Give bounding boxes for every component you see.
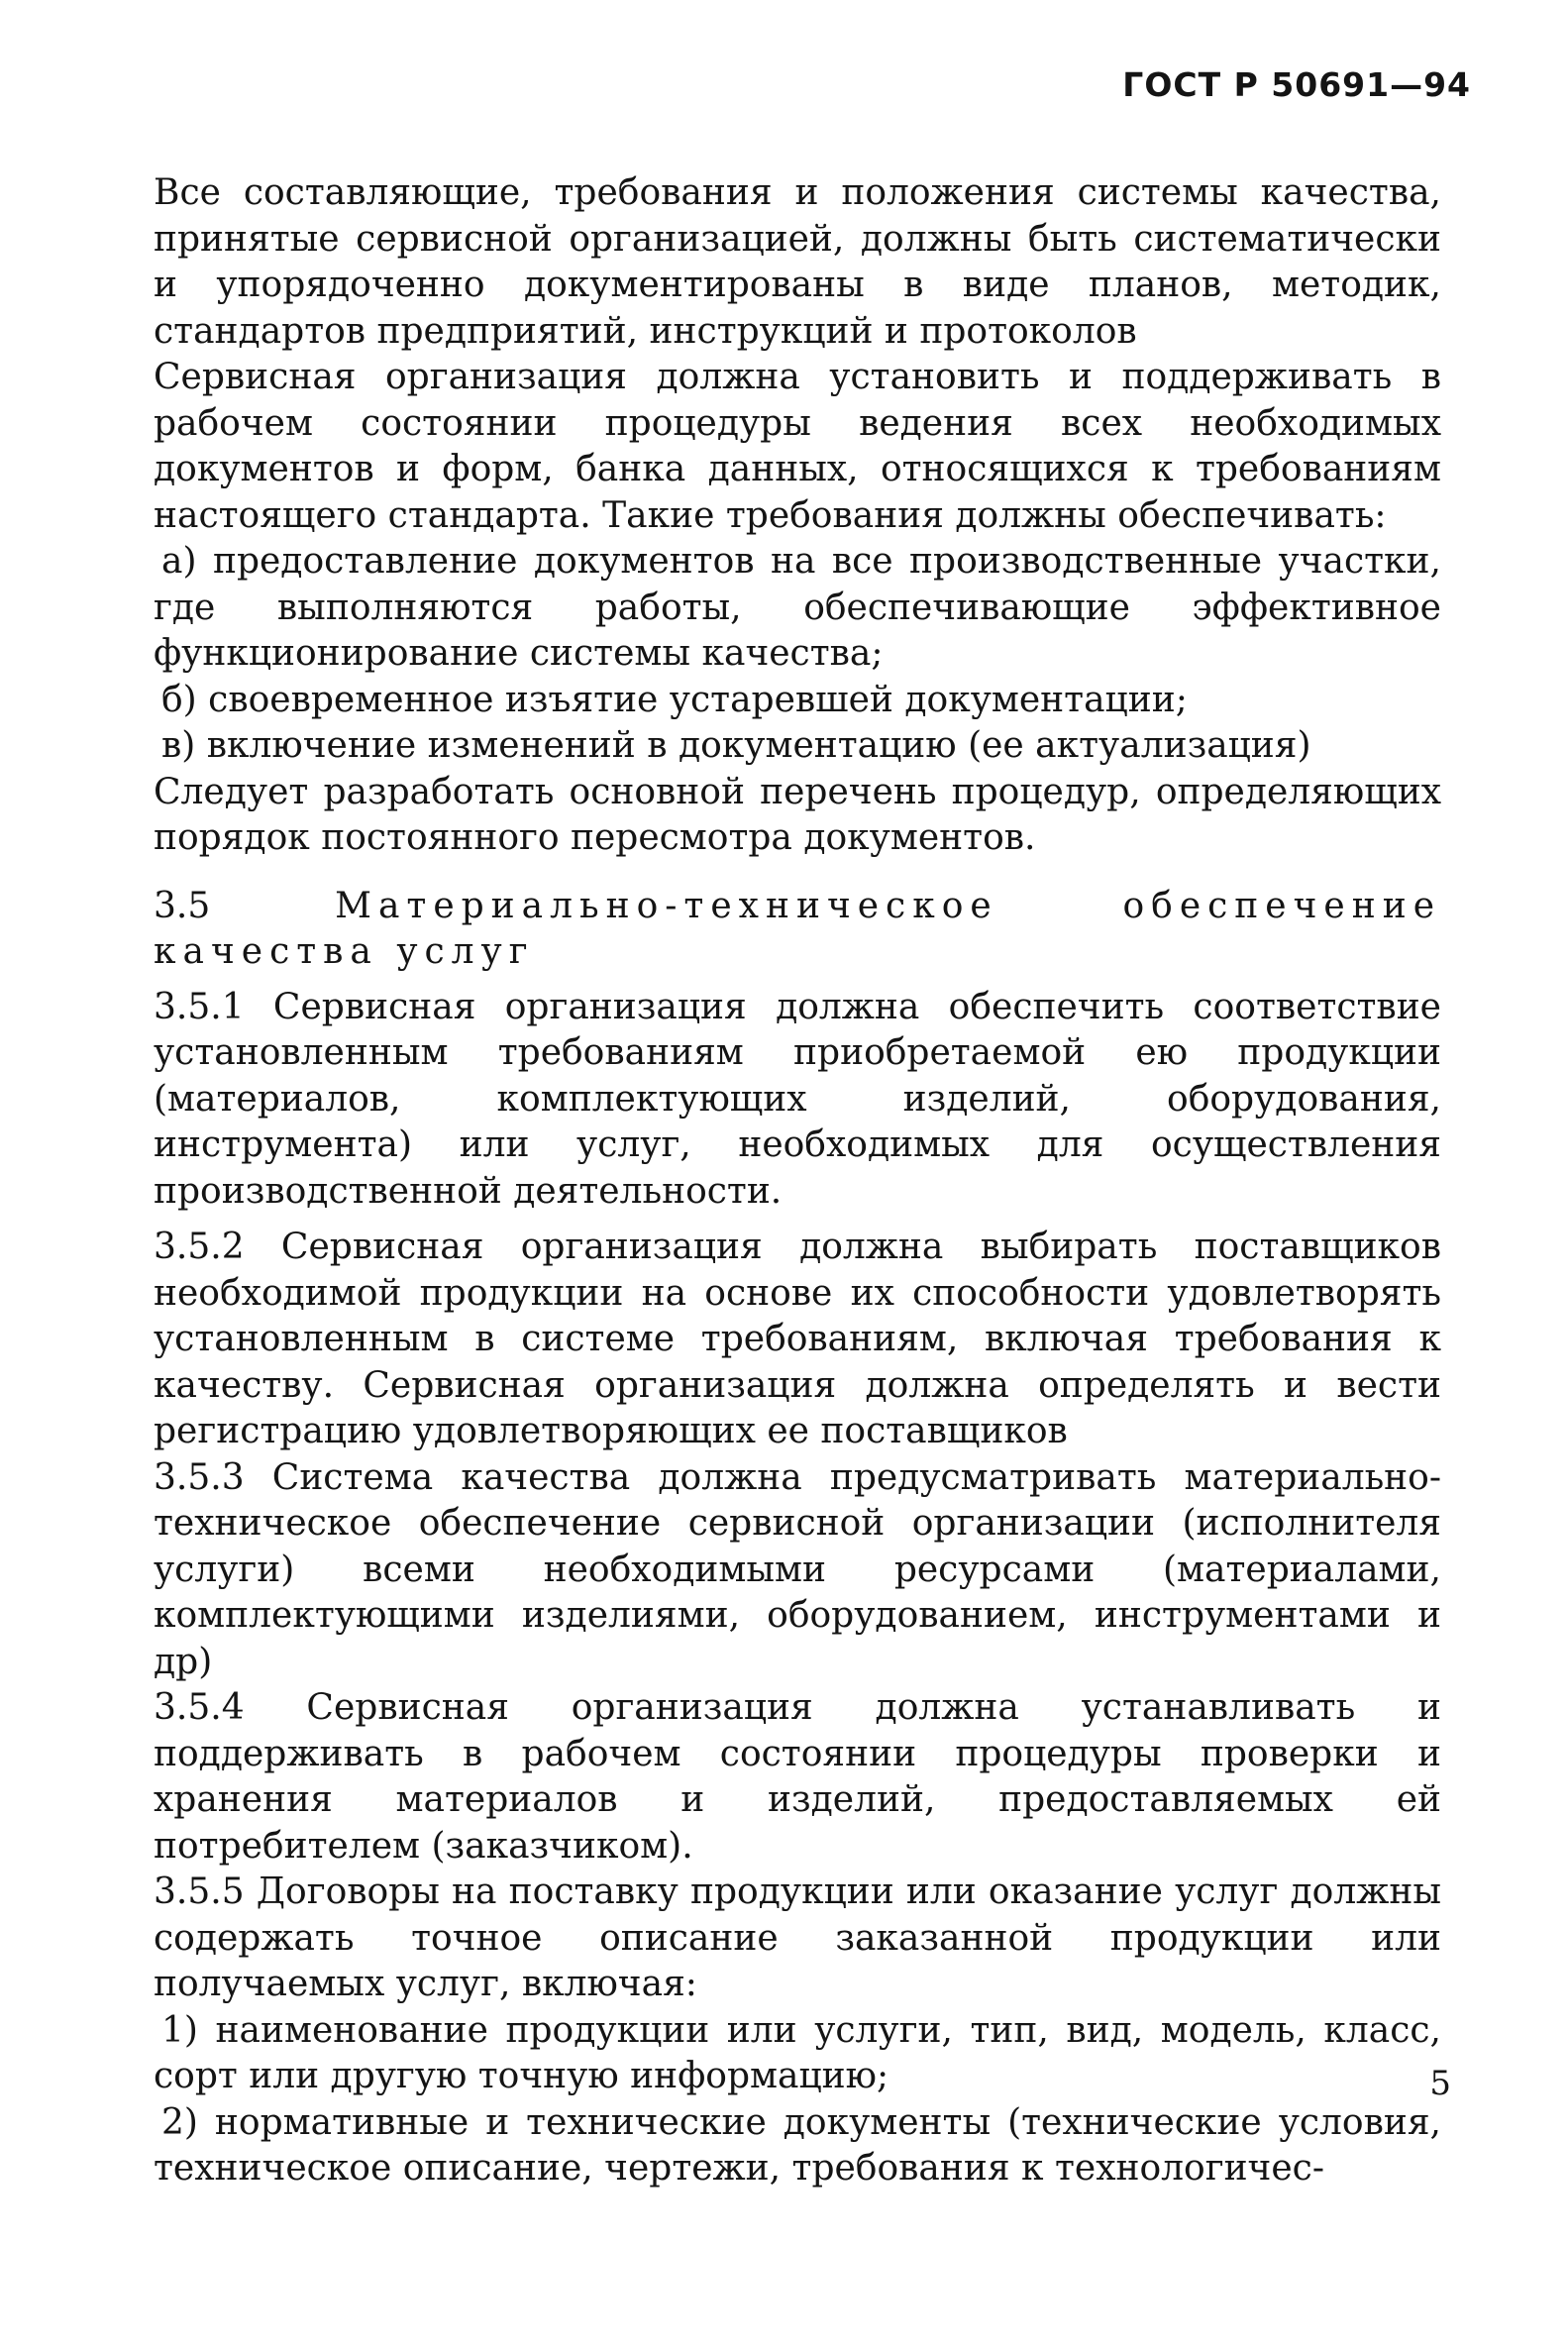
clause-3-5-1: 3.5.1 Сервисная организация должна обеспечить соответствие установленным требованиям приобретаемой ею продукции (материалов, комплектующих изделий, оборудования, инструмента) или услуг, необходимых для осуществления производственной деятельности. <box>154 986 1441 1212</box>
list-item-1: 1) наименование продукции или услуги, тип, вид, модель, класс, сорт или другую точную информацию; <box>154 2009 1441 2096</box>
paragraph-review: Следует разработать основной перечень процедур, определяющих порядок постоянного пересмотра документов. <box>154 771 1441 858</box>
list-item-2: 2) нормативные и технические документы (технические условия, техническое описание, чертежи, требования к технологичес- <box>154 2101 1441 2189</box>
clause-3-5-5: 3.5.5 Договоры на поставку продукции или оказание услуг должны содержать точное описание заказанной продукции или получаемых услуг, включая: <box>154 1871 1441 2004</box>
list-item-b: б) своевременное изъятие устаревшей документации; <box>161 679 1188 720</box>
page-body <box>154 170 1441 2192</box>
section-heading <box>154 884 1441 975</box>
document-header: ГОСТ Р 50691—94 <box>1122 65 1471 104</box>
paragraph-documentation: Все составляющие, требования и положения системы качества, принятые сервисной организацией, должны быть систематически и упорядоченно документированы в виде планов, методик, стандартов предприятий, инструкций и протоколов <box>154 172 1441 352</box>
list-item-c: в) включение изменений в документацию (ее актуализация) <box>161 725 1311 766</box>
clause-3-5-4: 3.5.4 Сервисная организация должна устанавливать и поддерживать в рабочем состоянии процедуры проверки и хранения материалов и изделий, предоставляемых ей потребителем (заказчиком). <box>154 1687 1441 1867</box>
list-item-a: а) предоставление документов на все производственные участки, где выполняются работы, обеспечивающие эффективное функционирование системы качества; <box>154 541 1441 674</box>
paragraph-procedures: Сервисная организация должна установить и поддерживать в рабочем состоянии процедуры ведения всех необходимых документов и форм, банка данных, относящихся к требованиям настоящего стандарта. Такие требования должны обеспечивать: <box>154 357 1441 536</box>
section-title: Материально-техническое обеспечение качества услуг <box>154 885 1441 972</box>
section-number: 3.5 <box>154 885 211 926</box>
clause-3-5-3: 3.5.3 Система качества должна предусматривать материально-техническое обеспечение сервисной организации (исполнителя услуги) всеми необходимыми ресурсами (материалами, комплектующими изделиями, оборудованием, инструментами и др) <box>154 1456 1441 1682</box>
page-number: 5 <box>1429 2064 1451 2103</box>
clause-3-5-2: 3.5.2 Сервисная организация должна выбирать поставщиков необходимой продукции на основе их способности удовлетворять установленным в системе требованиям, включая требования к качеству. Сервисная организация должна определять и вести регистрацию удовлетворяющих ее поставщиков <box>154 1227 1441 1451</box>
